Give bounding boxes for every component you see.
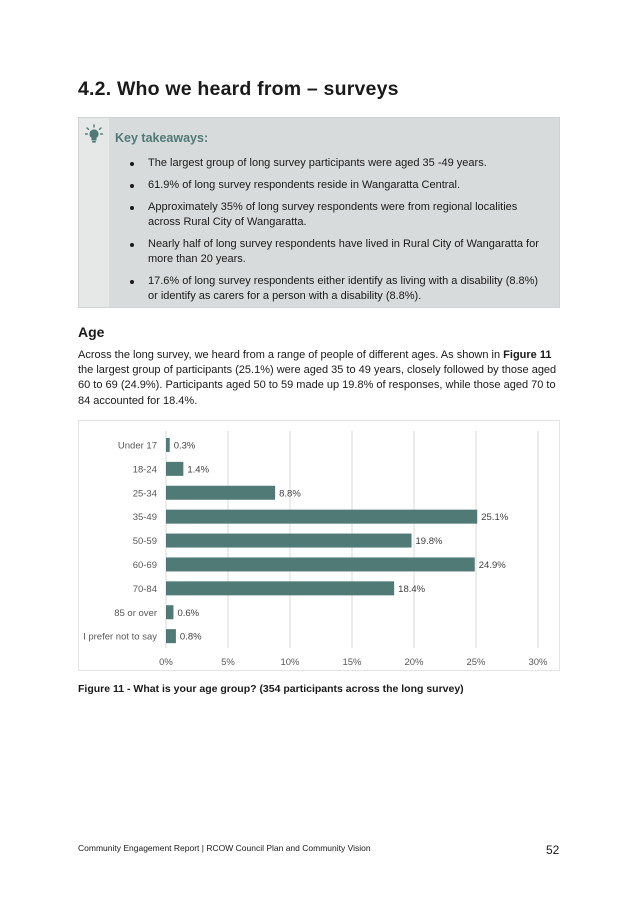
category-label: 60-69 [132,559,157,571]
data-label: 18.4% [398,583,426,595]
takeaway-item: Approximately 35% of long survey respondents were from regional localities across Rural City of Wangaratta. [127,200,547,230]
data-label: 0.3% [173,440,196,452]
bar [166,557,475,571]
lightbulb-icon [85,124,103,144]
x-tick-label: 10% [280,657,300,669]
x-tick-label: 20% [404,657,424,669]
x-tick-label: 15% [342,657,362,669]
x-tick-label: 0% [159,657,173,669]
category-label: 25-34 [132,488,157,500]
data-label: 0.8% [179,631,202,643]
x-tick-label: 25% [466,657,486,669]
figure-reference: Figure 11 [503,349,552,361]
key-takeaways-list [127,156,547,311]
category-label: 18-24 [132,464,157,476]
category-label: 35-49 [132,512,157,524]
data-label: 24.9% [478,559,506,571]
paragraph-text: Across the long survey, we heard from a range of people of different ages. As shown in [78,349,504,361]
key-takeaways-strip [79,118,109,307]
page-heading: 4.2. Who we heard from – surveys [78,78,399,100]
bar [166,534,412,548]
category-label: 85 or over [114,607,157,619]
data-label: 0.6% [177,607,200,619]
data-label: 8.8% [279,488,301,500]
key-takeaways-title: Key takeaways: [115,131,209,145]
takeaway-item: 17.6% of long survey respondents either identify as living with a disability (8.8%) or identify as carers for a person with a disability (8.8%). [127,274,547,304]
data-label: 19.8% [415,536,443,548]
bar [166,581,394,595]
page-number: 52 [546,843,560,857]
figure-caption: Figure 11 - What is your age group? (354 participants across the long survey) [78,683,464,695]
x-tick-label: 5% [221,657,235,669]
category-label: 70-84 [132,583,157,595]
section-heading-age: Age [78,324,105,340]
paragraph-text: the largest group of participants (25.1%) were aged 35 to 49 years, closely followed by those aged 60 to 69 (24.9%). Participants aged 50 to 59 made up 19.8% of responses, while those aged 70 to 84 accounted for 18.4%. [78,364,557,407]
chart-svg [79,421,561,672]
category-label: I prefer not to say [83,631,157,643]
age-paragraph [78,348,562,409]
x-tick-label: 30% [528,657,548,669]
data-label: 25.1% [481,512,509,524]
bar [166,629,176,643]
key-takeaways-box [78,117,560,308]
bar [166,486,275,500]
footer-text: Community Engagement Report | RCOW Council Plan and Community Vision [78,843,371,853]
bar [166,438,170,452]
takeaway-item: The largest group of long survey participants were aged 35 -49 years. [127,156,547,171]
category-label: 50-59 [132,536,157,548]
data-label: 1.4% [187,464,210,476]
takeaway-item: Nearly half of long survey respondents have lived in Rural City of Wangaratta for more than 20 years. [127,237,547,267]
category-label: Under 17 [117,440,157,452]
age-bar-chart [78,420,560,671]
takeaway-item: 61.9% of long survey respondents reside in Wangaratta Central. [127,178,547,193]
bar [166,462,183,476]
bar [166,510,477,524]
bar [166,605,173,619]
